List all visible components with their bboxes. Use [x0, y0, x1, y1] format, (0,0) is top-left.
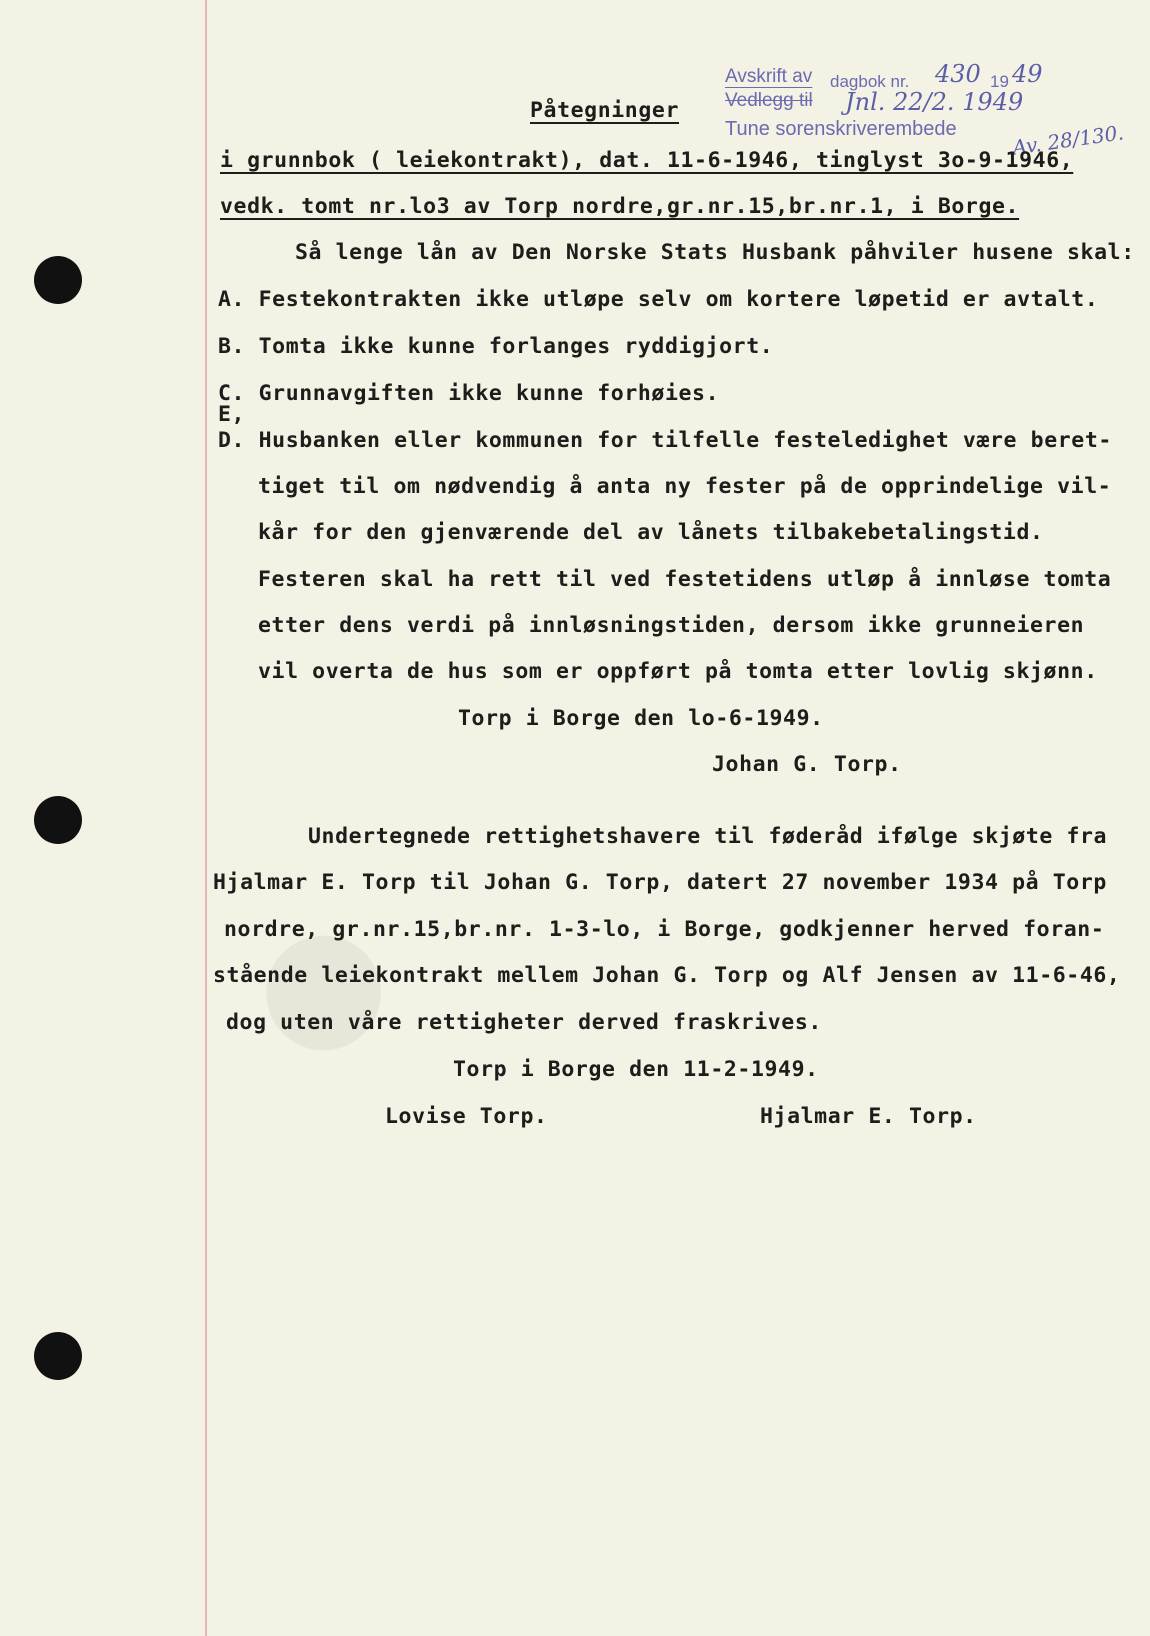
punch-hole-bottom — [34, 1332, 82, 1380]
heading: Påtegninger — [530, 98, 679, 123]
item-b: B. Tomta ikke kunne forlanges ryddigjort. — [218, 334, 774, 359]
stamp-dagbok-number: 430 — [935, 60, 981, 88]
stamp-handwritten-date: Jnl. 22/2. 1949 — [845, 88, 1024, 116]
item-c: C. Grunnavgiften ikke kunne forhøies. — [218, 381, 720, 406]
stamp-office: Tune sorenskriverembede — [725, 118, 957, 140]
place-date-2: Torp i Borge den 11-2-1949. — [453, 1057, 819, 1082]
item-d-line-2: tiget til om nødvendig å anta ny fester på de opprindelige vil- — [258, 474, 1112, 499]
punch-hole-top — [34, 256, 82, 304]
signer-2a: Lovise Torp. — [385, 1104, 548, 1129]
consent-line-1: Undertegnede rettighetshavere til føderåd ifølge skjøte fra — [308, 824, 1108, 849]
item-e: E, — [218, 402, 246, 427]
body-intro: Så lenge lån av Den Norske Stats Husbank påhviler husene skal: — [295, 240, 1135, 265]
item-d-line-5: etter dens verdi på innløsningstiden, dersom ikke grunneieren — [258, 613, 1085, 638]
ref-line-1: i grunnbok ( leiekontrakt), dat. 11-6-1946, tinglyst 3o-9-1946, — [220, 148, 1074, 173]
stamp-avskrift-av: Avskrift av — [725, 66, 813, 87]
item-d-line-3: kår for den gjenværende del av lånets tilbakebetalingstid. — [258, 520, 1044, 545]
item-d-line-6: vil overta de hus som er oppført på tomta etter lovlig skjønn. — [258, 659, 1098, 684]
item-d: D. Husbanken eller kommunen for tilfelle festeledighet være beret- — [218, 428, 1112, 453]
margin-line — [205, 0, 207, 1636]
item-d-line-4: Festeren skal ha rett til ved festetidens utløp å innløse tomta — [258, 567, 1112, 592]
stamp-dagbok-nr: dagbok nr. — [830, 72, 910, 91]
stamp-handwritten-ref: Av. 28/130. — [1010, 120, 1126, 160]
punch-hole-middle — [34, 796, 82, 844]
stamp-vedlegg-til: Vedlegg til — [725, 90, 813, 111]
consent-line-3: nordre, gr.nr.15,br.nr. 1-3-lo, i Borge, godkjenner herved foran- — [224, 917, 1105, 942]
signer-2b: Hjalmar E. Torp. — [760, 1104, 977, 1129]
signer-1: Johan G. Torp. — [712, 752, 902, 777]
item-a: A. Festekontrakten ikke utløpe selv om kortere løpetid er avtalt. — [218, 287, 1099, 312]
place-date-1: Torp i Borge den lo-6-1949. — [458, 706, 824, 731]
stamp-year-suffix: 49 — [1012, 60, 1043, 88]
stamp-year-prefix: 19 — [990, 72, 1009, 91]
background-watermark: ● — [222, 917, 399, 1059]
consent-line-2: Hjalmar E. Torp til Johan G. Torp, datert 27 november 1934 på Torp — [213, 870, 1107, 895]
consent-line-5: dog uten våre rettigheter derved fraskrives. — [226, 1010, 822, 1035]
consent-line-4: stående leiekontrakt mellem Johan G. Torp og Alf Jensen av 11-6-46, — [213, 963, 1121, 988]
ref-line-2: vedk. tomt nr.lo3 av Torp nordre,gr.nr.15,br.nr.1, i Borge. — [220, 194, 1020, 219]
